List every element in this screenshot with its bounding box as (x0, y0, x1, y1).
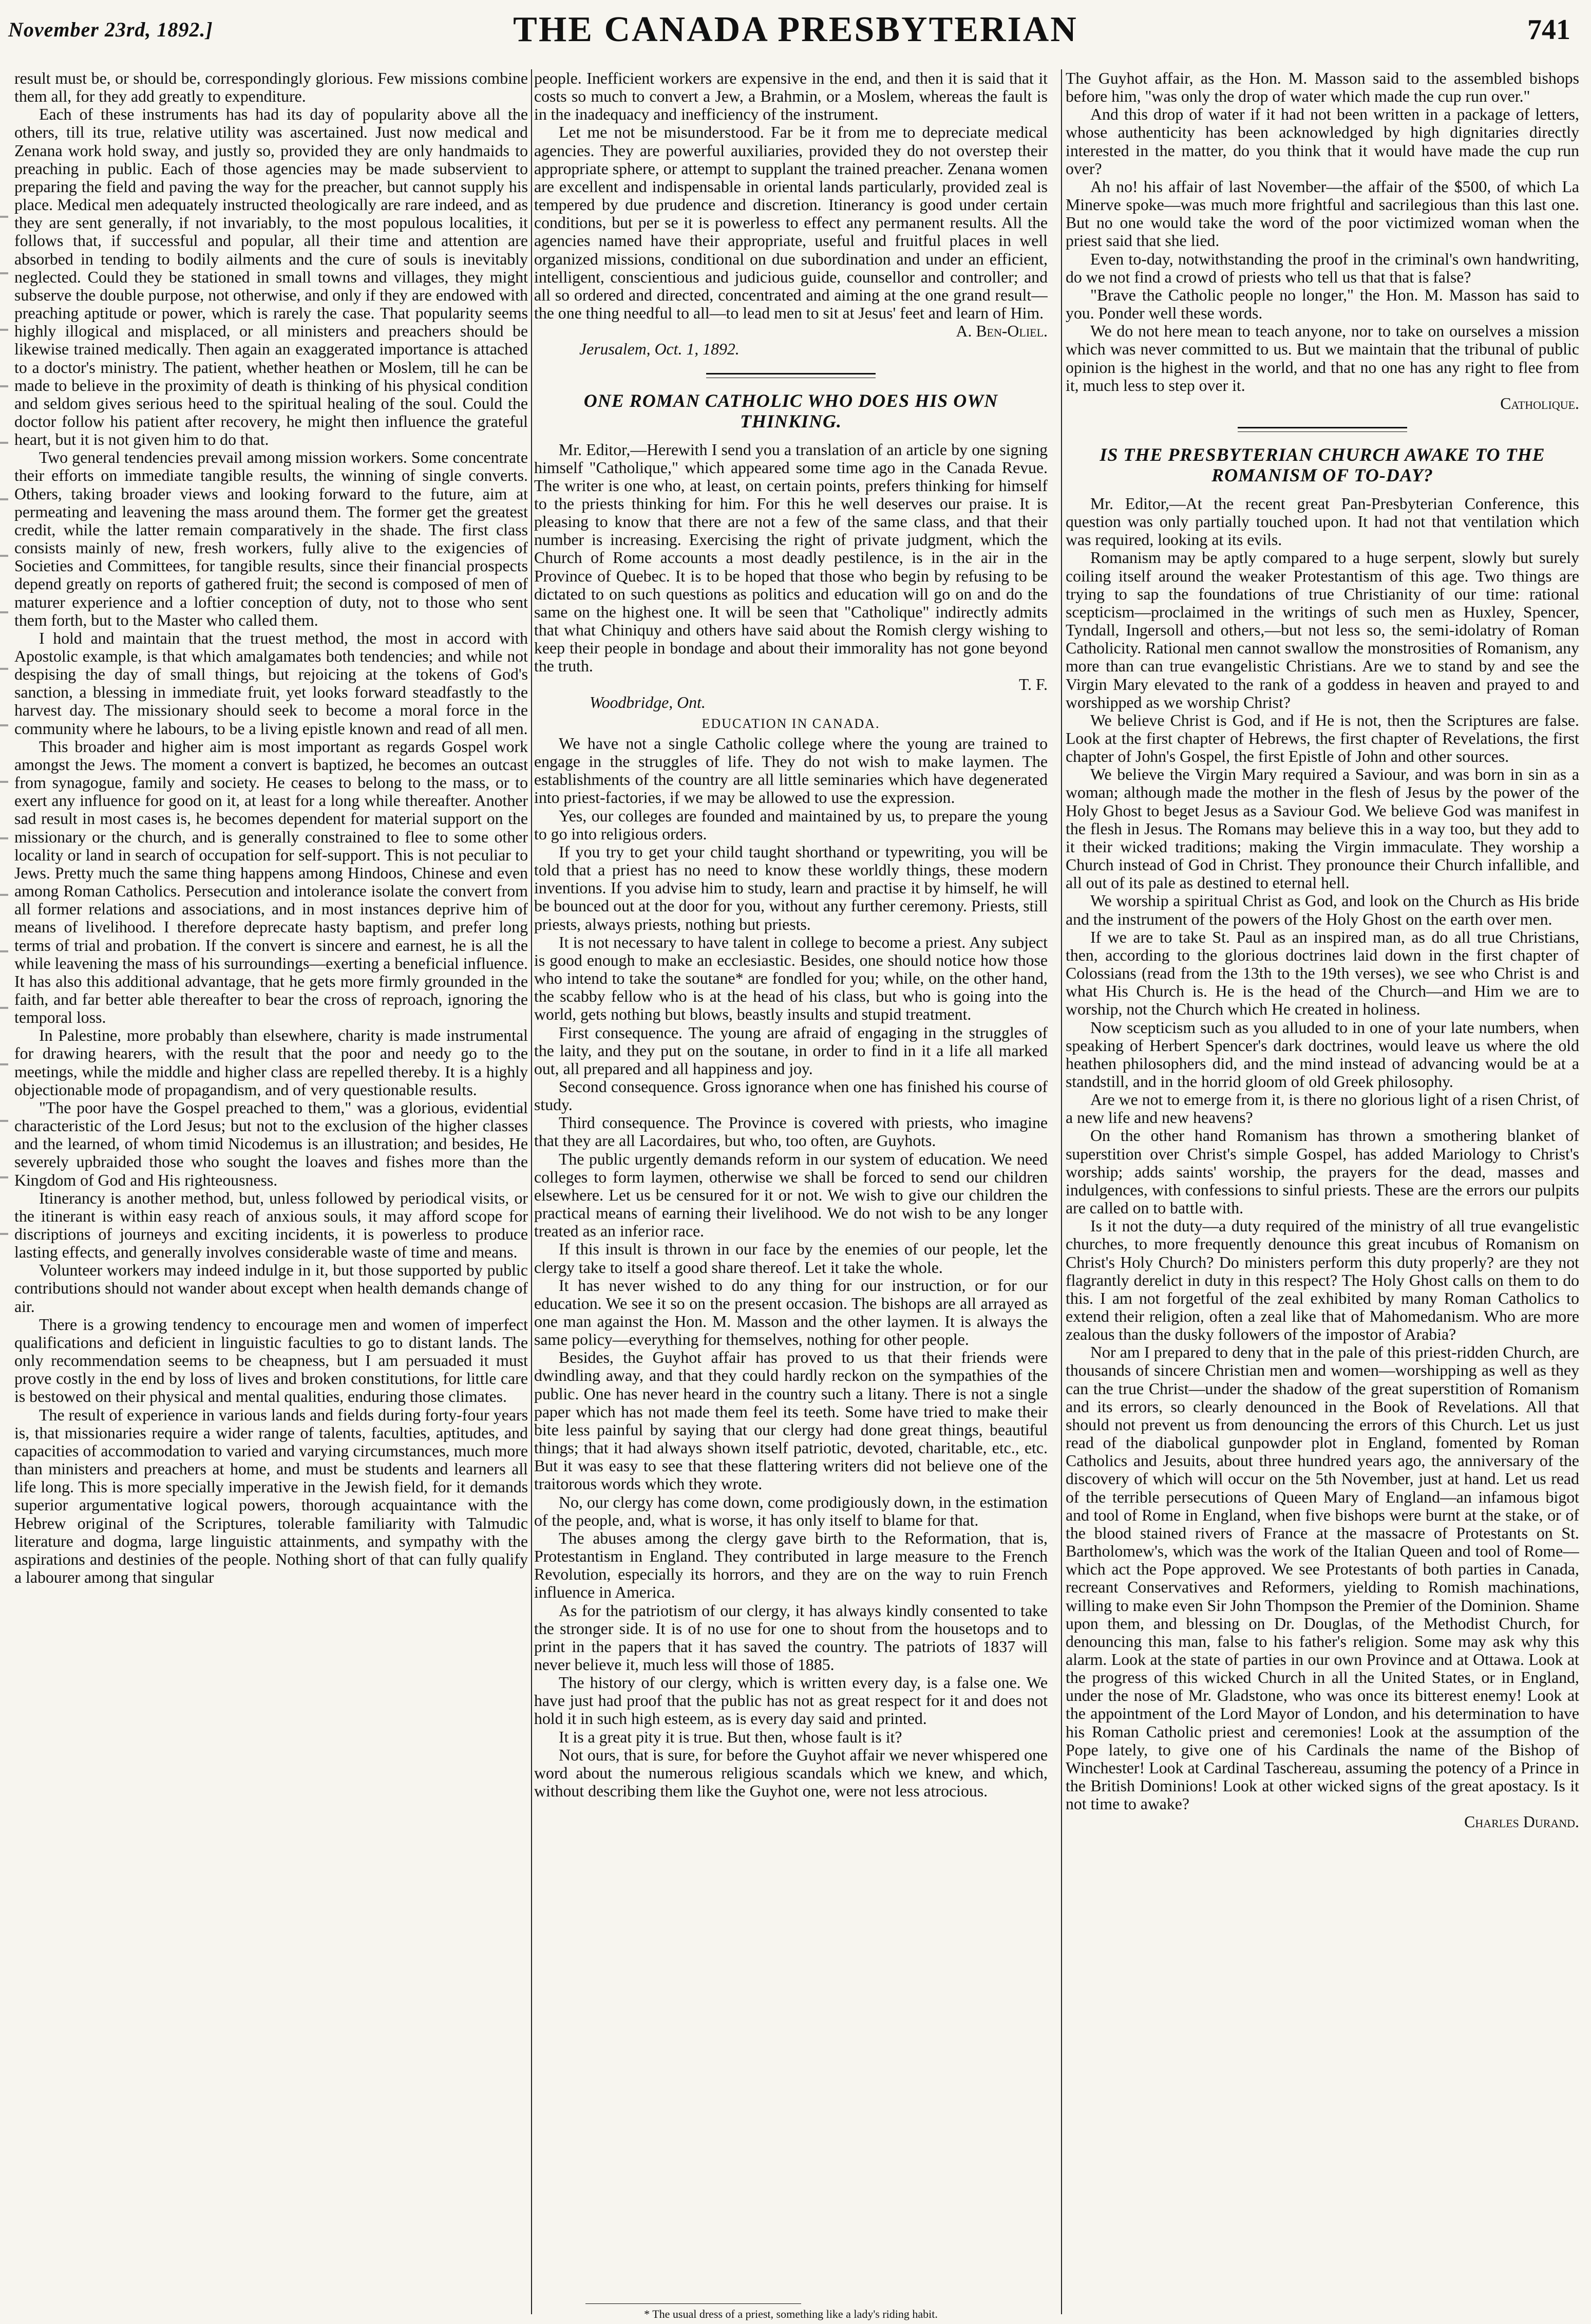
paragraph: If we are to take St. Paul as an inspired man, as do all true Christians, then, according to the glorious doctrines laid down in the first chapter of Colossians (read from the 13th to the 19th verses), we see who Christ is and what His Church is. He is the head of the Church—and Him we are to worship, not the Church which He created in holiness. (1066, 928, 1579, 1019)
article-headline: ONE ROMAN CATHOLIC WHO DOES HIS OWN THINKING. (583, 390, 998, 432)
paragraph: Third consequence. The Province is covered with priests, who imagine that they are all Lacordaires, but who, too often, are Guyhots. (534, 1114, 1048, 1150)
paragraph: The public urgently demands reform in our system of education. We need colleges to form laymen, otherwise we shall be forced to send our children elsewhere. Let us be censured for it or not. We wish to give our children the practical means of earning their livelihood. We do not wish to be any longer treated as an inferior race. (534, 1150, 1048, 1241)
paragraph: We have not a single Catholic college where the young are trained to engage in the struggles of life. They do not wish to make laymen. The establishments of the country are all little seminaries which have degenerated into priest-factories, if we may be allowed to use the expression. (534, 735, 1048, 807)
paragraph: Not ours, that is sure, for before the Guyhot affair we never whispered one word about the numerous religious scandals which we knew, and which, without describing them like the Guyhot one, were not less atrocious. (534, 1746, 1048, 1801)
letter-signature: T. F. (1018, 675, 1048, 694)
paragraph: Are we not to emerge from it, is there no glorious light of a risen Christ, of a new life and new heavens? (1066, 1091, 1579, 1127)
paragraph: This broader and higher aim is most important as regards Gospel work amongst the Jews. The moment a convert is baptized, he becomes an outcast from synagogue, family and society. He ceases to belong to the mass, or to exert any influence for good on it, at least for a long while thereafter. Another sad result in most cases is, he becomes dependent for material support on the missionary or the church, and is generally constrained to flee to some other locality or land in search of occupation for self-support. This is not peculiar to Jews. Pretty much the same thing happens among Hindoos, Chinese and even among Roman Catholics. Persecution and intolerance isolate the convert from all former relations and associations, and in most instances deprive him of means of livelihood. I therefore deprecate hasty baptism, and prefer long terms of trial and probation. If the convert is sincere and earnest, he is all the while leavening the mass of his surroundings—exerting a beneficial influence. It has also this additional advantage, that he gets more firmly grounded in the faith, and far better able thereafter to bear the cross of reproach, ignoring the temporal loss. (14, 737, 528, 1027)
paragraph: There is a growing tendency to encourage men and women of imperfect qualifications and deficient in linguistic faculties to go to distant lands. The only recommendation seems to be cheapness, but I am persuaded it must prove costly in the end by loss of lives and broken constitutions, for little care is bestowed on their physical and mental qualities, enduring those climates. (14, 1315, 528, 1406)
paragraph: If this insult is thrown in our face by the enemies of our people, let the clergy take to itself a good share thereof. Let it take the whole. (534, 1240, 1048, 1277)
paragraph: Two general tendencies prevail among mission workers. Some concentrate their efforts on immediate tangible results, the winning of single converts. Others, taking broader views and looking forward to the future, aim at permeating and leavening the mass around them. The former get the greatest credit, while the latter remain comparatively in the shade. The first class consists mainly of new, fresh workers, fully alive to the exigencies of Societies and Committees, for tangible results, since their financial prospects depend greatly on reports of gathered fruit; the second is composed of men of maturer experience and a loftier conception of duty, not to those who sent them forth, but to the Master who called them. (14, 448, 528, 629)
article-signature: A. Ben-Oliel. (956, 322, 1048, 341)
paragraph: Romanism may be aptly compared to a huge serpent, slowly but surely coiling itself around the weaker Protestantism of this age. Two things are trying to sap the foundations of true Christianity of our time: rational scepticism—proclaimed in the writings of such men as Huxley, Spencer, Tyndall, Ingersoll and others,—but not less so, the semi-idolatry of Roman Catholicity. Rational men cannot swallow the monstrosities of Romanism, any more than can true evangelistic Christians. Are we to stand by and see the Virgin Mary elevated to the rank of a goddess in heaven and prayed to and worshipped as we worship Christ? (1066, 549, 1579, 711)
paragraph: No, our clergy has come down, come prodigiously down, in the estimation of the people, and, what is worse, it has only itself to blame for that. (534, 1493, 1048, 1529)
paragraph: Mr. Editor,—Herewith I send you a translation of an article by one signing himself "Catholique," which appeared some time ago in the Canada Revue. The writer is one who, at least, on certain points, prefers thinking for himself to the priests thinking for him. For this he well deserves our praise. It is pleasing to know that there are not a few of the same class, and that their number is increasing. Exercising the right of private judgment, which the Church of Rome accounts a most deadly pestilence, is in the air in the Province of Quebec. It is to be hoped that those who begin by refusing to be dictated to on such questions as politics and education will go on and do the same on the highest one. It will be seen that "Catholique" indirectly admits that what Chiniquy and others have said about the Romish clergy wishing to keep their people in bondage and about their immorality has not gone beyond the truth. (534, 440, 1048, 676)
paragraph: As for the patriotism of our clergy, it has always kindly consented to take the stronger side. It is of no use for one to shout from the housetops and to print in the papers that it has saved the country. The patriots of 1837 will never believe it, much less will those of 1885. (534, 1601, 1048, 1674)
column-rule-2 (1061, 69, 1062, 2314)
paragraph: Let me not be misunderstood. Far be it from me to depreciate medical agencies. They are powerful auxiliaries, provided they do not overstep their appropriate sphere, or attempt to supplant the trained preacher. Zenana women are excellent and indispensable in oriental lands particularly, provided zeal is tempered by due prudence and discretion. Itinerancy is good under certain conditions, but per se it is powerless to effect any permanent results. All the agencies named have their appropriate, useful and fruitful places in well organized missions, conditional on due subordination and under an efficient, intelligent, conscientious and judicious guide, counsellor and controller; and all so ordered and directed, concentrated and aiming at the one grand result—the one thing needful to all—to lead men to sit at Jesus' feet and learn of Him. (534, 123, 1048, 323)
paragraph: The result of experience in various lands and fields during forty-four years is, that missionaries require a wider range of talents, faculties, aptitudes, and capacities of accommodation to varied and varying circumstances, much more than ministers and preachers at home, and must be students and learners all life long. This is more specially imperative in the Jewish field, for it demands superior argumentative logical powers, thorough acquaintance with the Hebrew original of the Scriptures, tolerable familiarity with Talmudic literature and dogma, large linguistic attainments, and sympathy with the aspirations and destinies of the people. Nothing short of that can fully qualify a labourer among that singular (14, 1405, 528, 1586)
paragraph: Itinerancy is another method, but, unless followed by periodical visits, or the itinerant is within easy reach of anxious souls, it may afford scope for discriptions of journeys and exciting incidents, it is powerless to produce lasting effects, and generally involves considerable waste of time and means. (14, 1189, 528, 1262)
section-subhead: EDUCATION IN CANADA. (702, 716, 880, 731)
masthead-title: THE CANADA PRESBYTERIAN (513, 10, 1078, 49)
paragraph: Mr. Editor,—At the recent great Pan-Presbyterian Conference, this question was only partially touched upon. It had not that ventilation which was required, looking at its evils. (1066, 494, 1579, 549)
paragraph: I hold and maintain that the truest method, the most in accord with Apostolic example, is that which amalgamates both tendencies; and while not despising the day of small things, but rejoicing at the tokens of God's sanction, a blessing in immediate fruit, yet looks forward steadfastly to the harvest day. The missionary should seek to become a moral force in the community where he labours, to be a living epistle known and read of all men. (14, 629, 528, 738)
paragraph: It is a great pity it is true. But then, whose fault is it? (559, 1728, 902, 1746)
paragraph: It has never wished to do any thing for our instruction, or for our education. We see it so on the present occasion. The bishops are all arrayed as one man against the Hon. M. Masson and the other laymen. It is always the same policy—everything for themselves, nothing for other people. (534, 1276, 1048, 1349)
paragraph: The abuses among the clergy gave birth to the Reformation, that is, Protestantism in England. They contributed in large measure to the French Revolution, especially its horrors, and they are on the way to ruin French influence in America. (534, 1529, 1048, 1602)
article-signature: Catholique. (1500, 394, 1579, 413)
paragraph: Even to-day, notwithstanding the proof in the criminal's own handwriting, do we not find a crowd of priests who tell us that that is false? (1066, 250, 1579, 286)
article-divider (706, 373, 876, 378)
paragraph: We do not here mean to teach anyone, nor to take on ourselves a mission which was never committed to us. But we maintain that the tribunal of public opinion is the highest in the world, and that no one has any right to flee from it, much less to step over it. (1066, 322, 1579, 395)
letter-place: Woodbridge, Ont. (590, 693, 706, 711)
paragraph: Is it not the duty—a duty required of the ministry of all true evangelistic churches, to more frequently denounce this great incubus of Romanism on Christ's Holy Church? Do ministers perform this duty properly? are they not flagrantly derelict in duty in this respect? The Holy Ghost calls on them to do this. I am not forgetful of the zeal exhibited by many Roman Catholics to extend their religion, often a zeal like that of Mahomedanism. Who are more zealous than the dusky followers of the impostor of Arabia? (1066, 1217, 1579, 1344)
paragraph: And this drop of water if it had not been written in a package of letters, whose authenticity has been acknowledged by high dignitaries directly interested in the matter, do you think that it would have made the cup run over? (1066, 105, 1579, 178)
paragraph: Besides, the Guyhot affair has proved to us that their friends were dwindling away, and that they could hardly reckon on the sympathies of the public. One has never heard in the country such a litany. There is not a single paper which has not made them feel its teeth. Some have tried to make their bite less painful by saying that our clergy had done great things, beautiful things; that it had always shown itself patriotic, devoted, charitable, etc., etc. But it was easy to see that these flattering writers did not believe one of the traitorous words which they wrote. (534, 1348, 1048, 1493)
paragraph: We believe the Virgin Mary required a Saviour, and was born in sin as a woman; although made the mother in the flesh of Jesus by the power of the Holy Ghost to beget Jesus as a Saviour God. We believe God was manifest in the flesh in Jesus. The Romans may believe this in a way too, but they add to it their wicked traditions; making the Virgin immaculate. They worship a Church instead of God in Christ. They pronounce their Church infallible, and all out of its pale as destined to eternal hell. (1066, 765, 1579, 892)
paragraph: Volunteer workers may indeed indulge in it, but those supported by public contributions should not wander about except when health demands change of air. (14, 1261, 528, 1316)
paragraph: First consequence. The young are afraid of engaging in the struggles of the laity, and they put on the soutane, in order to find in it a life all marked out, all prepared and all happiness and joy. (534, 1023, 1048, 1078)
paragraph: On the other hand Romanism has thrown a smothering blanket of superstition over Christ's simple Gospel, has added Mariology to Christ's worship; adds saints' worship, the prayers for the dead, masses and indulgences, with confessions to sinful priests. These are the errors our pulpits are called on to battle with. (1066, 1127, 1579, 1217)
footnote: * The usual dress of a priest, something like a lady's riding habit. (644, 2308, 938, 2320)
article-divider (1238, 427, 1407, 432)
paragraph: Yes, our colleges are founded and maintained by us, to prepare the young to go into religious orders. (534, 807, 1048, 843)
letter-signature: Charles Durand. (1464, 1813, 1579, 1831)
paragraph: The Guyhot affair, as the Hon. M. Masson said to the assembled bishops before him, "was only the drop of water which made the cup run over." (1066, 69, 1579, 106)
article-dateline: Jerusalem, Oct. 1, 1892. (579, 340, 740, 359)
paragraph: In Palestine, more probably than elsewhere, charity is made instrumental for drawing hearers, with the result that the poor and needy go to the meetings, while the middle and higher class are repelled thereby. It is a highly objectionable mode of propagandism, and of very questionable results. (14, 1026, 528, 1099)
article-continuation: people. Inefficient workers are expensive in the end, and then it is said that it costs so much to convert a Jew, a Brahmin, or a Moslem, whereas the fault is in the inadequacy and inefficiency of the instrument. (534, 69, 1048, 124)
paragraph: The history of our clergy, which is written every day, is a false one. We have just had proof that the public has not as great respect for it and does not hold it in such high esteem, as is every day said and printed. (534, 1674, 1048, 1728)
paragraph: Second consequence. Gross ignorance when one has finished his course of study. (534, 1077, 1048, 1114)
paragraph: It is not necessary to have talent in college to become a priest. Any subject is good enough to make an ecclesiastic. Besides, one should notice how those who intend to take the soutane* are fondled for you; while, on the other hand, the scabby fellow who is at the head of his class, but who is going into the world, gets nothing but blows, beastly insults and stupid treatment. (534, 933, 1048, 1024)
paragraph: "Brave the Catholic people no longer," the Hon. M. Masson has said to you. Ponder well these words. (1066, 286, 1579, 323)
footnote-rule (585, 2303, 801, 2304)
column-1 (14, 69, 528, 2314)
column-3 (1066, 69, 1579, 2314)
column-2 (534, 69, 1048, 2314)
page-number: 741 (1527, 14, 1570, 46)
paragraph: Ah no! his affair of last November—the affair of the $500, of which La Minerve spoke—was much more frightful and sacrilegious than this last one. But no one would take the word of the poor victimized woman when the priest said that she lied. (1066, 177, 1579, 250)
paragraph: If you try to get your child taught shorthand or typewriting, you will be told that a priest has no need to know these worldly things, these modern inventions. If you advise him to study, learn and practise it by himself, he will be bounced out at the door for you, without any further ceremony. Priests, still priests, always priests, nothing but priests. (534, 842, 1048, 933)
column-rule-1 (531, 69, 532, 2314)
paragraph: Each of these instruments has had its day of popularity above all the others, till its true, relative utility was ascertained. Just now medical and Zenana work hold sway, and justly so, provided they are only handmaids to preaching in public. Each of those agencies may be made subservient to preparing the field and paving the way for the preacher, but cannot supply his place. Medical men adequately instructed theologically are rare indeed, and as they are sent generally, if not invariably, to the most populous localities, it follows that, if successful and popular, all their time and attention are absorbed in tending to bodily ailments and the cure of souls is inevitably neglected. Could they be stationed in small towns and villages, they might subserve the double purpose, not otherwise, and only if they are endowed with preaching aptitude or power, which is rarely the case. That popularity seems highly illogical and misplaced, or all ministers and preachers should be likewise trained medically. Then again an exaggerated importance is attached to a doctor's ministry. The patient, whether heathen or Moslem, till he can be made to believe in the proximity of death is thinking of his physical condition and seldom gives serious heed to the spiritual healing of the soul. Could the doctor follow his patient after recovery, he might then influence the grateful heart, but it is not given him to do that. (14, 105, 528, 449)
paragraph: Now scepticism such as you alluded to in one of your late numbers, when speaking of Herbert Spencer's dark doctrines, would leave us where the old heathen philosophers did, and the mind instead of advancing would be at a standstill, and in the horrid gloom of old Greek philosophy. (1066, 1018, 1579, 1091)
issue-date: November 23rd, 1892.] (8, 18, 213, 41)
scan-margin-marks (0, 185, 8, 1264)
article-headline: IS THE PRESBYTERIAN CHURCH AWAKE TO THE ROMANISM OF TO-DAY? (1100, 444, 1545, 485)
paragraph: We worship a spiritual Christ as God, and look on the Church as His bride and the instrument of the powers of the Holy Ghost on the earth over men. (1066, 892, 1579, 928)
page-header (0, 0, 1591, 57)
paragraph: "The poor have the Gospel preached to them," was a glorious, evidential characteristic of the Lord Jesus; but not to the exclusion of the higher classes and the learned, of whom timid Nicodemus is an illustration; and besides, He severely upbraided those who sought the loaves and fishes more than the Kingdom of God and His righteousness. (14, 1098, 528, 1189)
paragraph: Nor am I prepared to deny that in the pale of this priest-ridden Church, are thousands of sincere Christian men and women—worshipping as well as they can the true Christ—under the shadow of the great superstition of Romanism and its errors, so clearly denounced in the Book of Revelations. All that should not prevent us from denouncing the errors of this Church. Let us just read of the diabolical gunpowder plot in England, fomented by Roman Catholics and Jesuits, about three hundred years ago, the anniversary of the discovery of which will occur on the 5th November, just at hand. Let us read of the terrible persecutions of Queen Mary of England—an infamous bigot and tool of Rome in England, when five bishops were burnt at the stake, or of the blood stained rivers of France at the massacre of Protestants on St. Bartholomew's, which was the work of the Italian Queen and tool of Rome—which act the Pope approved. We see Protestants of both parties in Canada, recreant Conservatives and Reformers, yielding to Romish machinations, willing to make even Sir John Thompson the Premier of the Dominion. Shame upon them, and blessing on Dr. Douglas, of the Methodist Church, for denouncing this man, false to his father's religion. Some may ask why this alarm. Look at the state of parties in our own Province and at Ottawa. Look at the progress of this wicked Church in all the United States, or in England, under the nose of Mr. Gladstone, who was once its bitterest enemy! Look at the appointment of the Lord Mayor of London, and his determination to have his Roman Catholic priest and ceremonies! Look at the assumption of the Pope lately, to give one of his Cardinals the name of the Bishop of Winchester! Look at Cardinal Taschereau, assuming the potency of a Prince in the British Dominions! Look at other wicked signs of the great apostacy. Is it not time to awake? (1066, 1343, 1579, 1813)
paragraph: result must be, or should be, correspondingly glorious. Few missions combine them all, for they add greatly to expenditure. (14, 69, 528, 106)
paragraph: We believe Christ is God, and if He is not, then the Scriptures are false. Look at the first chapter of Hebrews, the first chapter of Revelations, the first chapter of John's Gospel, the first Epistle of John and other sources. (1066, 711, 1579, 766)
